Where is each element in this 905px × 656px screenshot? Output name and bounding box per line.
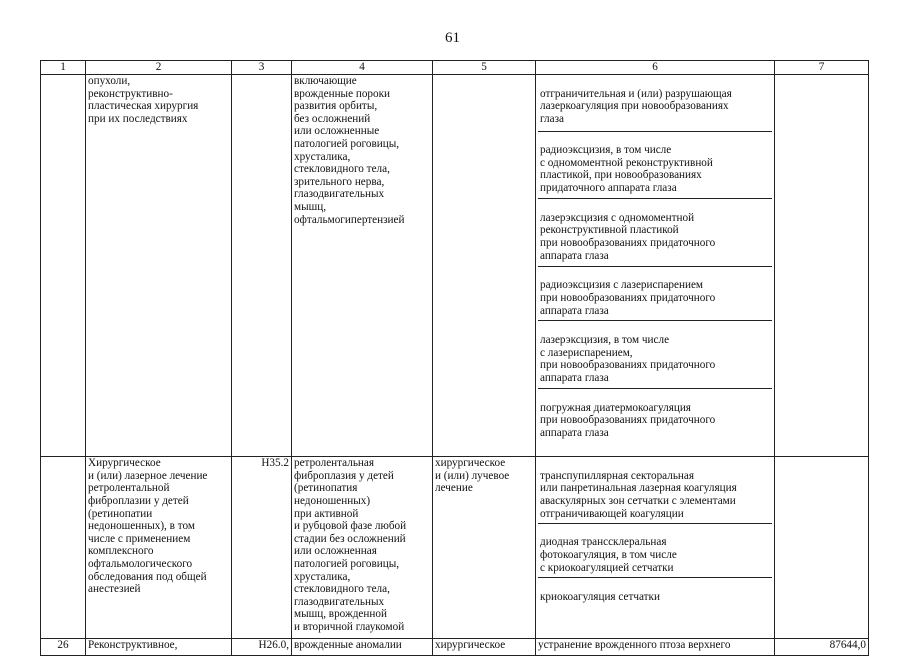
header-col-7: 7 bbox=[775, 61, 869, 75]
method-item: диодная транссклеральная фотокоагуляция, в том числе с криокоагуляцией сетчатки bbox=[538, 536, 772, 578]
icd-code: H26.0, bbox=[232, 639, 292, 656]
header-col-1: 1 bbox=[41, 61, 86, 75]
standard-cost bbox=[775, 75, 869, 457]
method-item: лазерэксцизия, в том числе с лазериспарением, при новообразованиях придаточного аппарата глаза bbox=[538, 334, 772, 389]
table-row bbox=[41, 75, 869, 457]
standard-cost: 87644,0 bbox=[775, 639, 869, 656]
patient-model: ретролентальная фиброплазия у детей (ретинопатия недоношенных) при активной и рубцовой фазе любой стадии без осложнений или осложненная патологией роговицы, хрусталика, стекловидного тела, глазодвигательных мышц, врожденной и вторичной глаукомой bbox=[292, 457, 433, 639]
row-number: 26 bbox=[41, 639, 86, 656]
treatment-type: Хирургическое и (или) лазерное лечение ретролентальной фиброплазии у детей (ретинопатии недоношенных), в том числе с применением комплексного офтальмологического обследования под общей анестезией bbox=[86, 457, 232, 639]
treatment-methods bbox=[536, 75, 775, 457]
header-col-2: 2 bbox=[86, 61, 232, 75]
method-item: криокоагуляция сетчатки bbox=[540, 590, 660, 603]
header-col-3: 3 bbox=[232, 61, 292, 75]
treatment-kind bbox=[433, 75, 536, 457]
standard-cost bbox=[775, 457, 869, 639]
header-col-6: 6 bbox=[536, 61, 775, 75]
treatment-type: опухоли, реконструктивно- пластическая хирургия при их последствиях bbox=[86, 75, 232, 457]
method-item: погружная диатермокоагуляция при новообразованиях придаточного аппарата глаза bbox=[540, 401, 716, 439]
treatment-type: Реконструктивное, bbox=[86, 639, 232, 656]
patient-model: включающие врожденные пороки развития орбиты, без осложнений или осложненные патологией роговицы, хрусталика, стекловидного тела, зрительного нерва, глазодвигательных мышц, офтальмогипертензией bbox=[292, 75, 433, 457]
header-col-4: 4 bbox=[292, 61, 433, 75]
method-item: транспупиллярная секторальная или панретинальная лазерная коагуляция аваскулярных зон сетчатки с элементами отграничивающей коагуляции bbox=[538, 470, 772, 524]
procedures-table bbox=[40, 60, 869, 656]
table-row bbox=[41, 457, 869, 639]
page-number: 61 bbox=[445, 30, 460, 46]
header-col-5: 5 bbox=[433, 61, 536, 75]
header-row bbox=[41, 61, 869, 75]
treatment-kind: хирургическое bbox=[433, 639, 536, 656]
table-row bbox=[41, 639, 869, 656]
method-item: радиоэксцизия с лазериспарением при новообразованиях придаточного аппарата глаза bbox=[538, 279, 772, 321]
treatment-methods bbox=[536, 457, 775, 639]
icd-code: H35.2 bbox=[232, 457, 292, 639]
row-number bbox=[41, 75, 86, 457]
treatment-method: устранение врожденного птоза верхнего bbox=[536, 639, 775, 656]
method-item: лазерэксцизия с одномоментной реконструктивной пластикой при новообразованиях придаточного аппарата глаза bbox=[538, 212, 772, 267]
treatment-kind: хирургическое и (или) лучевое лечение bbox=[433, 457, 536, 639]
row-number bbox=[41, 457, 86, 639]
patient-model: врожденные аномалии bbox=[292, 639, 433, 656]
method-item: отграничительная и (или) разрушающая лазеркоагуляция при новообразованиях глаза bbox=[538, 88, 772, 132]
method-item: радиоэксцизия, в том числе с одномоментной реконструктивной пластикой, при новообразованиях придаточного аппарата глаза bbox=[538, 144, 772, 199]
icd-code bbox=[232, 75, 292, 457]
